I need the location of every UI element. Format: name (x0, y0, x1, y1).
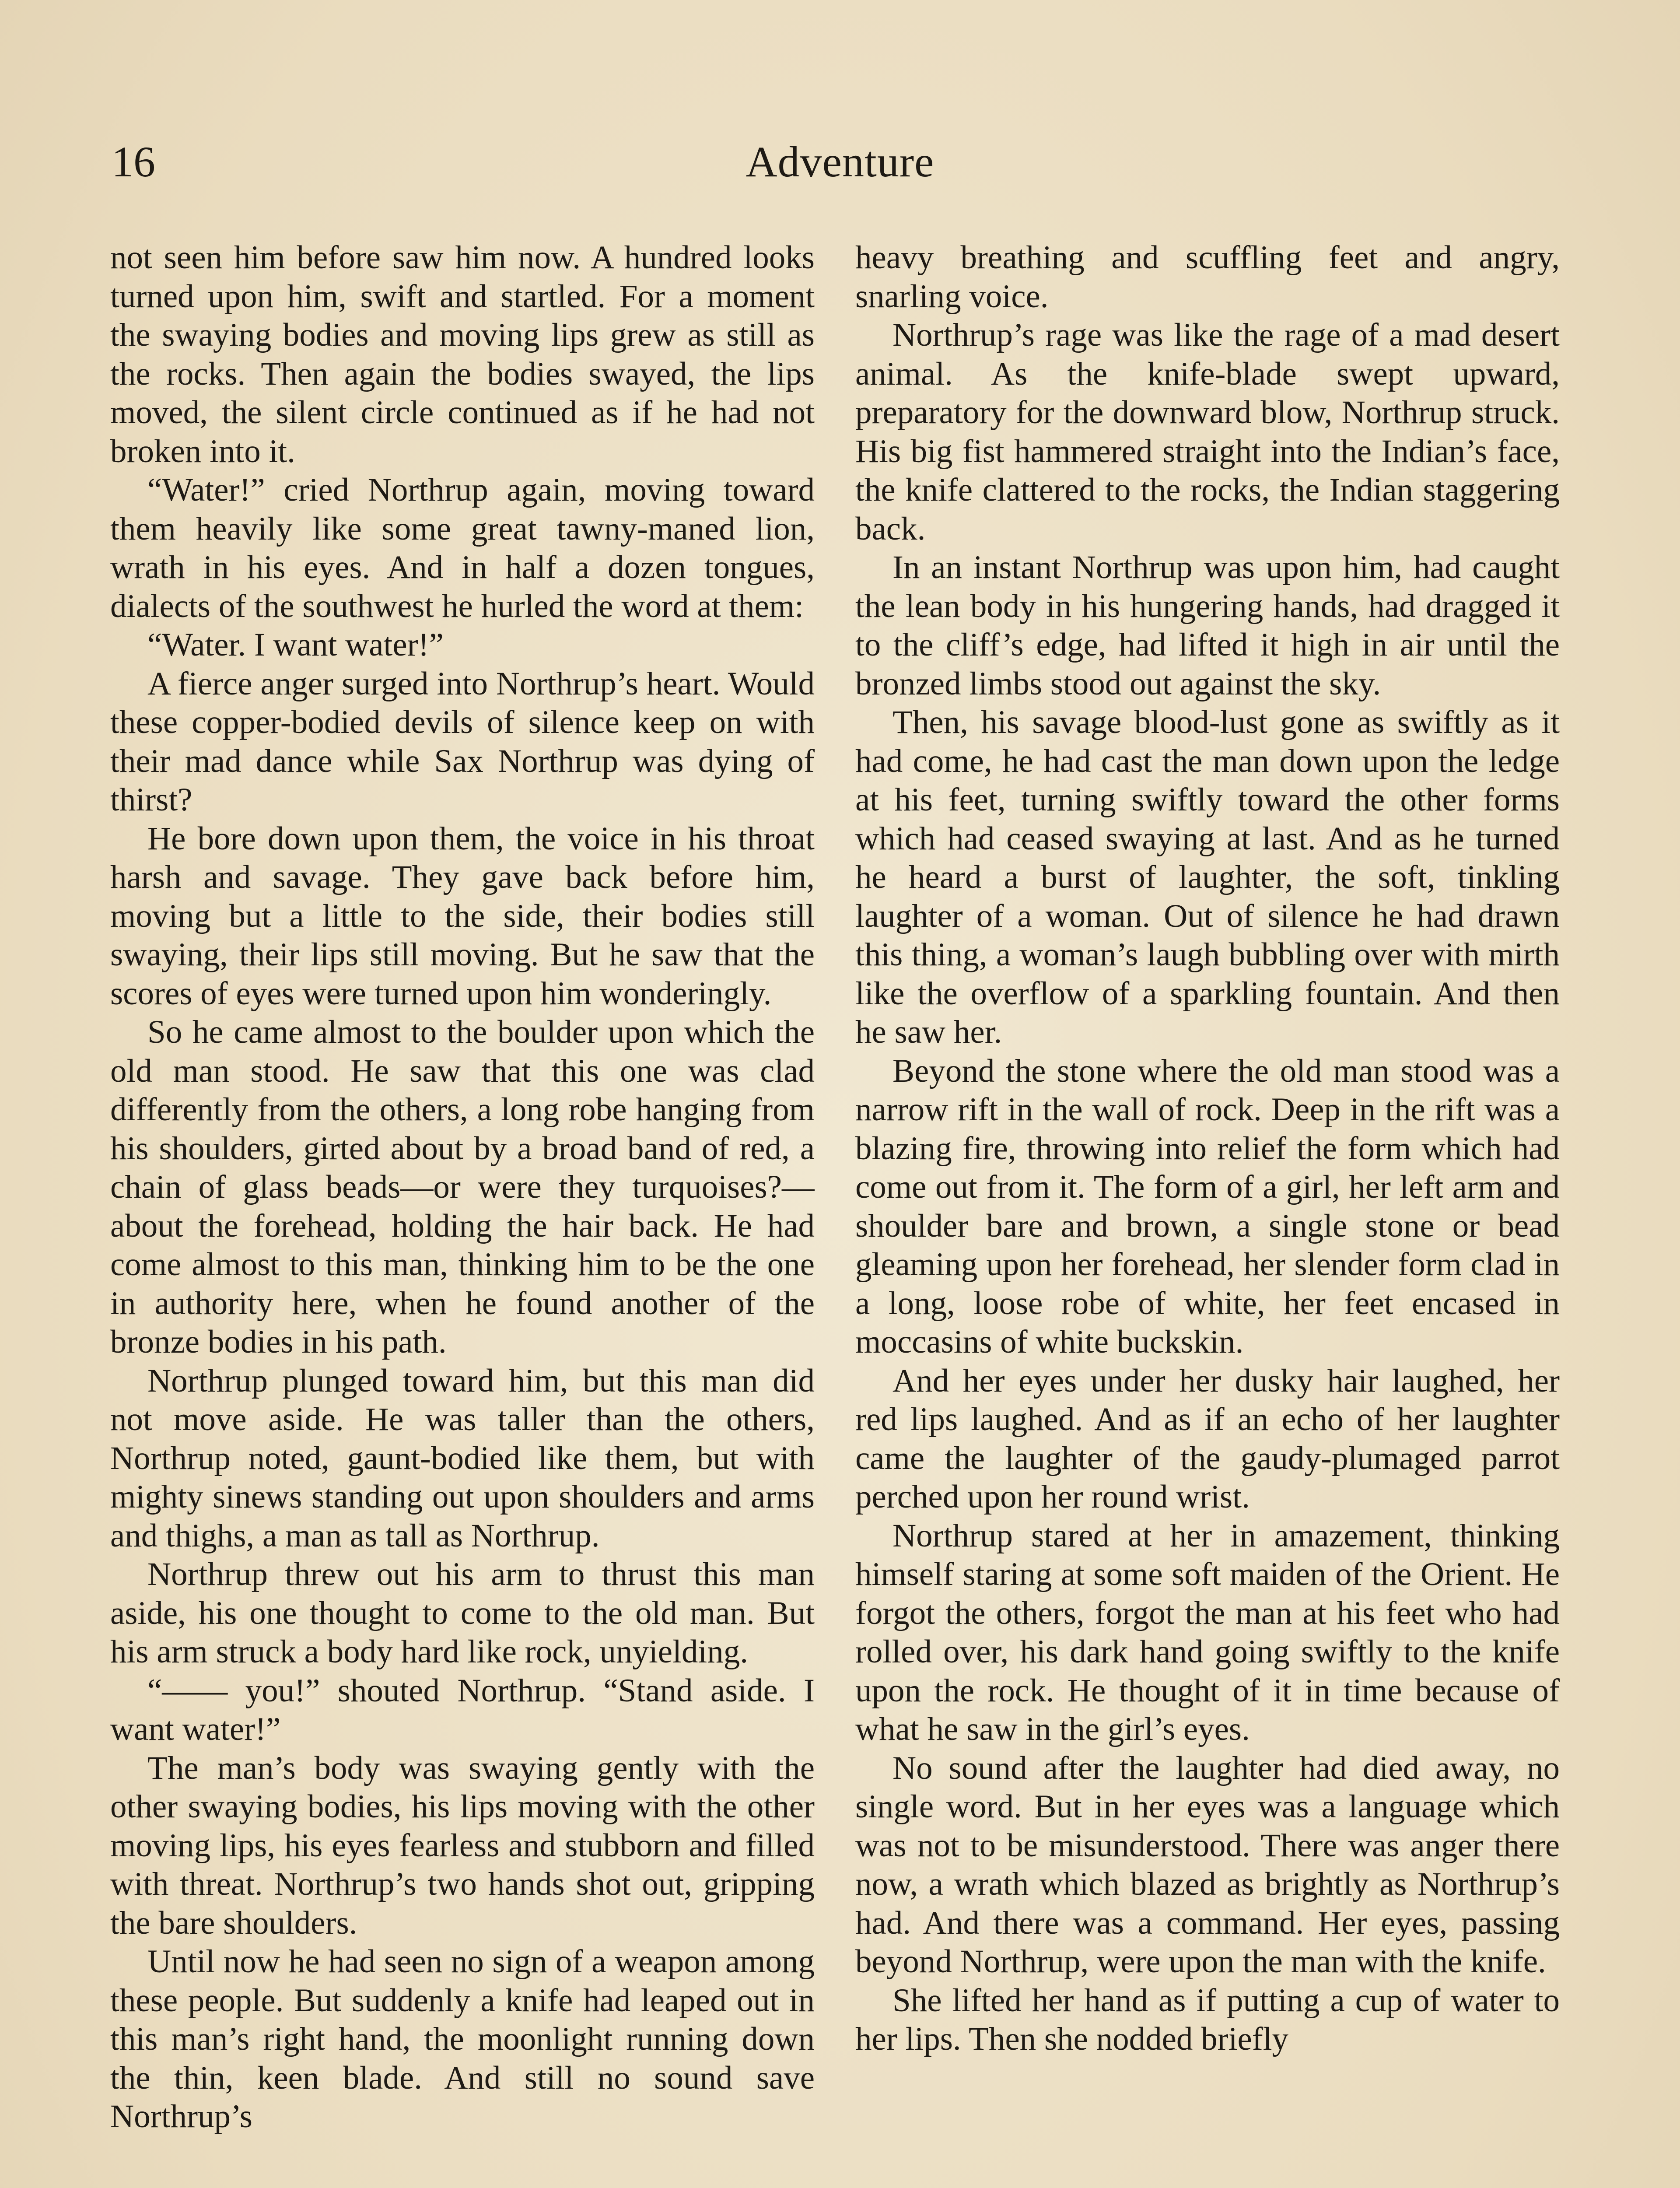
paragraph: Northrup threw out his arm to thrust this man aside, his one thought to come to the old man. But his arm struck a body hard like rock, unyielding. (110, 1556, 815, 1670)
left-column (110, 238, 815, 2188)
paragraph: So he came almost to the boulder upon which the old man stood. He saw that this one was clad differently from the others, a long robe hanging from his shoulders, girted about by a broad band of red, a chain of glass beads—or were they turquoises?—about the forehead, holding the hair back. He had come almost to this man, thinking him to be the one in authority here, when he found another of the bronze bodies in his path. (110, 1014, 815, 1360)
paragraph: Northrup plunged toward him, but this man did not move aside. He was taller than the others, Northrup noted, gaunt-bodied like them, but with mighty sinews standing out upon shoulders and arms and thighs, a man as tall as Northrup. (110, 1362, 815, 1554)
paragraph: heavy breathing and scuffling feet and angry, snarling voice. (855, 239, 1560, 315)
paragraph: No sound after the laughter had died away, no single word. But in her eyes was a language which was not to be misunderstood. There was anger there now, a wrath which blazed as brightly as Northrup’s had. And there was a command. Her eyes, passing beyond Northrup, were upon the man with the knife. (855, 1750, 1560, 1980)
paragraph: “Water. I want water!” (147, 627, 444, 663)
paragraph: Until now he had seen no sign of a weapon among these people. But suddenly a knife had leaped out in this man’s right hand, the moonlight running down the thin, keen blade. And still no sound save Northrup’s (110, 1943, 815, 2135)
page-number: 16 (112, 137, 155, 186)
paragraph: “Water!” cried Northrup again, moving toward them heavily like some great tawny-maned lion, wrath in his eyes. And in half a dozen tongues, dialects of the southwest he hurled the word at them: (110, 472, 815, 624)
right-column (855, 238, 1560, 2188)
paragraph: He bore down upon them, the voice in his throat harsh and savage. They gave back before him, moving but a little to the side, their bodies still swaying, their lips still moving. But he saw that the scores of eyes were turned upon him wonderingly. (110, 820, 815, 1012)
paragraph: And her eyes under her dusky hair laughed, her red lips laughed. And as if an echo of her laughter came the laughter of the gaudy-plumaged parrot perched upon her round wrist. (855, 1362, 1560, 1515)
paragraph: Northrup stared at her in amazement, thinking himself staring at some soft maiden of the Orient. He forgot the others, forgot the man at his feet who had rolled over, his dark hand going swiftly to the knife upon the rock. He thought of it in time because of what he saw in the girl’s eyes. (855, 1517, 1560, 1747)
paragraph: Then, his savage blood-lust gone as swiftly as it had come, he had cast the man down upon the ledge at his feet, turning swiftly toward the other forms which had ceased swaying at last. And as he turned he heard a burst of laughter, the soft, tinkling laughter of a woman. Out of silence he had drawn this thing, a woman’s laugh bubbling over with mirth like the overflow of a sparkling fountain. And then he saw her. (855, 704, 1560, 1050)
running-title: Adventure (746, 137, 934, 186)
paragraph: She lifted her hand as if putting a cup of water to her lips. Then she nodded briefly (855, 1982, 1560, 2057)
paragraph: not seen him before saw him now. A hundred looks turned upon him, swift and startled. For a moment the swaying bodies and moving lips grew as still as the rocks. Then again the bodies swayed, the lips moved, the silent circle continued as if he had not broken into it. (110, 239, 815, 470)
paragraph: Beyond the stone where the old man stood was a narrow rift in the wall of rock. Deep in the rift was a blazing fire, throwing into relief the form which had come out from it. The form of a girl, her left arm and shoulder bare and brown, a single stone or bead gleaming upon her forehead, her slender form clad in a long, loose robe of white, her feet encased in moccasins of white buckskin. (855, 1052, 1560, 1360)
paragraph: “—— you!” shouted Northrup. “Stand aside. I want water!” (110, 1672, 815, 1747)
paragraph: Northrup’s rage was like the rage of a mad desert animal. As the knife-blade swept upward, preparatory for the downward blow, Northrup struck. His big fist hammered straight into the Indian’s face, the knife clattered to the rocks, the Indian staggering back. (855, 317, 1560, 547)
paragraph: The man’s body was swaying gently with the other swaying bodies, his lips moving with the other moving lips, his eyes fearless and stubborn and filled with threat. Northrup’s two hands shot out, gripping the bare shoulders. (110, 1750, 815, 1941)
paragraph: A fierce anger surged into Northrup’s heart. Would these copper-bodied devils of silence keep on with their mad dance while Sax Northrup was dying of thirst? (110, 665, 815, 818)
paragraph: In an instant Northrup was upon him, had caught the lean body in his hungering hands, had dragged it to the cliff’s edge, had lifted it high in air until the bronzed limbs stood out against the sky. (855, 549, 1560, 702)
